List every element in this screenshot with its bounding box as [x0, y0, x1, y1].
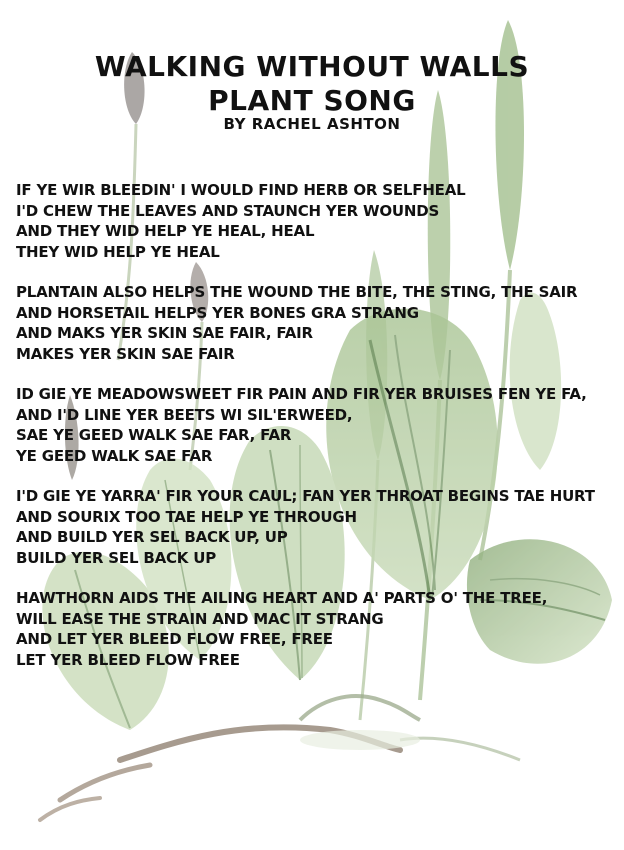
- poem-line: BUILD YER SEL BACK UP: [16, 548, 217, 567]
- poem-line: PLANTAIN ALSO HELPS THE WOUND THE BITE, THE STING, THE SAIR: [16, 283, 578, 301]
- poem-line: YE GEED WALK SAE FAR: [16, 446, 213, 465]
- title-block: [0, 50, 624, 133]
- poem-line: AND MAKS YER SKIN SAE FAIR, FAIR: [16, 324, 313, 342]
- poem-line: I'D GIE YE YARRA' FIR YOUR CAUL; FAN YER THROAT BEGINS TAE HURT: [16, 487, 595, 505]
- poem-line: IF YE WIR BLEEDIN' I WOULD FIND HERB OR SELFHEAL: [16, 181, 466, 199]
- poem-line: AND THEY WID HELP YE HEAL, HEAL: [16, 222, 315, 240]
- poem-line: AND BUILD YER SEL BACK UP, UP: [16, 528, 288, 546]
- poem-line: THEY WID HELP YE HEAL: [16, 242, 220, 261]
- poem-line: AND HORSETAIL HELPS YER BONES GRA STRANG: [16, 303, 419, 322]
- poem-line: MAKES YER SKIN SAE FAIR: [16, 344, 235, 363]
- poem-line: AND LET YER BLEED FLOW FREE, FREE: [16, 630, 333, 648]
- poem-line: AND SOURIX TOO TAE HELP YE THROUGH: [16, 507, 357, 526]
- stanza-5: [16, 588, 616, 670]
- poem-line: SAE YE GEED WALK SAE FAR, FAR: [16, 426, 292, 444]
- poem-line: AND I'D LINE YER BEETS WI SIL'ERWEED,: [16, 405, 353, 424]
- poem-line: WILL EASE THE STRAIN AND MAC IT STRANG: [16, 609, 384, 628]
- poem-byline: BY RACHEL ASHTON: [223, 115, 401, 133]
- poem-series-title: WALKING WITHOUT WALLS: [94, 50, 530, 83]
- stanza-1: [16, 180, 616, 262]
- poem-line: LET YER BLEED FLOW FREE: [16, 650, 240, 669]
- poem-body: [16, 180, 616, 690]
- poem-title: PLANT SONG: [208, 84, 416, 117]
- poem-line: I'D CHEW THE LEAVES AND STAUNCH YER WOUNDS: [16, 201, 440, 220]
- stanza-3: [16, 384, 616, 466]
- poem-line: HAWTHORN AIDS THE AILING HEART AND A' PARTS O' THE TREE,: [16, 589, 548, 607]
- stanza-4: [16, 486, 616, 568]
- poem-line: ID GIE YE MEADOWSWEET FIR PAIN AND FIR YER BRUISES FEN YE FA,: [16, 385, 587, 403]
- stanza-2: [16, 282, 616, 364]
